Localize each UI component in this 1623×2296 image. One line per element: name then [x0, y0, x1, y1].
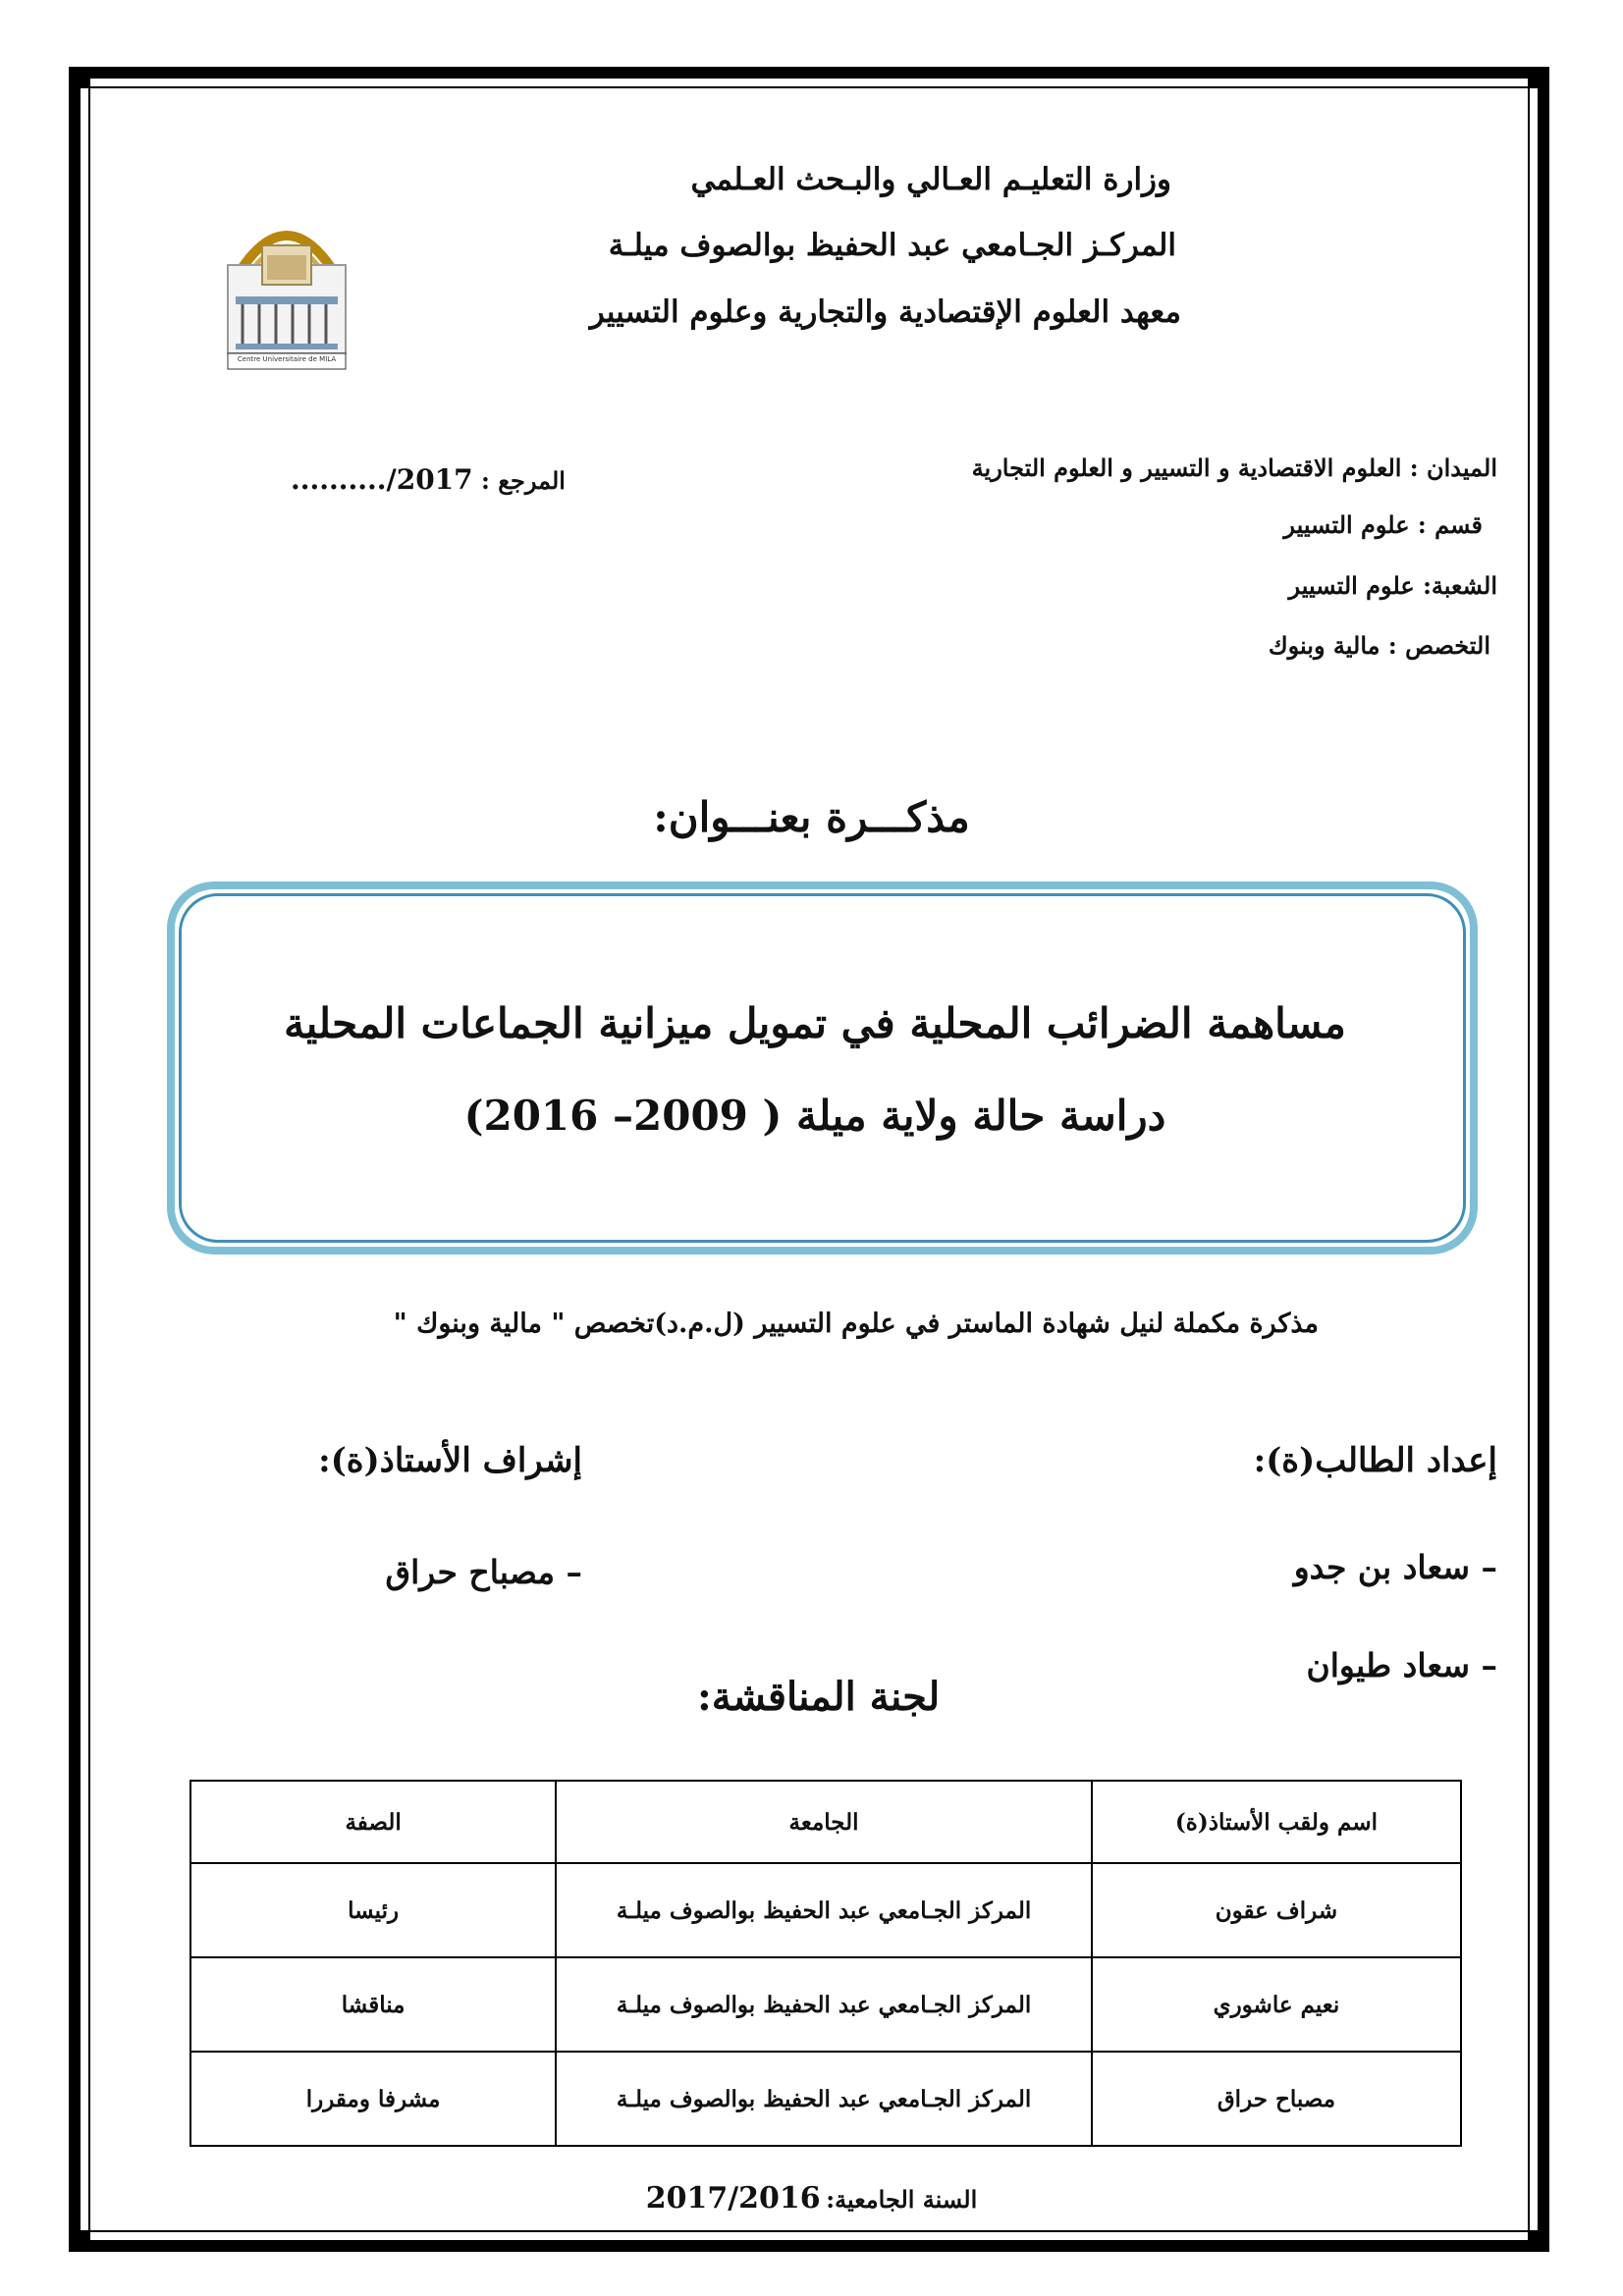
academic-year-value: 2017/2016 — [645, 2181, 821, 2216]
title-box-inner — [179, 893, 1466, 1243]
field-info: الميدان : العلوم الاقتصادية و التسيير و العلوم التجارية — [971, 454, 1497, 482]
thesis-description: مذكرة مكملة لنيل شهادة الماستر في علوم التسيير (ل.م.د)تخصص " مالية وبنوك " — [393, 1308, 1319, 1339]
ministry-name: وزارة التعليـم العـالي والبـحث العـلمي — [690, 162, 1171, 197]
logo-caption: Centre Universitaire de MILA — [237, 355, 337, 363]
reference-label: المرجع : — [481, 466, 566, 495]
corner-decoration — [69, 67, 90, 88]
institute-name: معهد العلوم الإقتصادية والتجارية وعلوم التسيير — [589, 294, 1181, 330]
member-role: رئيسا — [190, 1863, 556, 1957]
specialty-info: التخصص : مالية وبنوك — [1268, 631, 1490, 660]
students-label: إعداد الطالب(ة): — [1253, 1441, 1497, 1480]
member-role: مناقشا — [190, 1957, 556, 2052]
university-logo — [208, 206, 365, 373]
academic-year-label: السنة الجامعية: — [826, 2185, 978, 2214]
student-name: – سعاد بن جدو — [1293, 1548, 1497, 1586]
supervisor-label: إشراف الأستاذ(ة): — [318, 1441, 582, 1480]
table-row — [190, 2052, 1461, 2146]
thesis-title: مساهمة الضرائب المحلية في تمويل ميزانية الجماعات المحلية — [284, 999, 1346, 1047]
corner-decoration — [69, 2230, 90, 2252]
student-name: – سعاد طيوان — [1306, 1646, 1497, 1684]
table-row — [190, 1957, 1461, 2052]
column-header: الصفة — [190, 1781, 556, 1863]
reference-value: ........../2017 — [291, 463, 473, 496]
memo-heading: مذكـــرة بعنـــوان: — [653, 793, 970, 841]
table-row — [190, 1863, 1461, 1957]
corner-decoration — [1528, 2230, 1549, 2252]
thesis-subtitle: دراسة حالة ولاية ميلة ( 2009– 2016) — [463, 1092, 1166, 1140]
university-name: المركـز الجـامعي عبد الحفيظ بوالصوف ميلـة — [608, 228, 1176, 263]
member-university: المركز الجـامعي عبد الحفيظ بوالصوف ميلـة — [556, 1957, 1092, 2052]
committee-table — [189, 1780, 1462, 2147]
academic-year — [0, 2181, 1623, 2216]
member-name: نعيم عاشوري — [1092, 1957, 1461, 2052]
member-name: شراف عقون — [1092, 1863, 1461, 1957]
member-university: المركز الجـامعي عبد الحفيظ بوالصوف ميلـة — [556, 1863, 1092, 1957]
column-header: اسم ولقب الأستاذ(ة) — [1092, 1781, 1461, 1863]
department-info: قسم : علوم التسيير — [1283, 510, 1483, 539]
member-name: مصباح حراق — [1092, 2052, 1461, 2146]
branch-info: الشعبة: علوم التسيير — [1288, 571, 1497, 600]
member-university: المركز الجـامعي عبد الحفيظ بوالصوف ميلـة — [556, 2052, 1092, 2146]
member-role: مشرفا ومقررا — [190, 2052, 556, 2146]
corner-decoration — [1528, 67, 1549, 88]
supervisor-name: – مصباح حراق — [385, 1553, 582, 1591]
reference — [291, 463, 566, 496]
committee-heading: لجنة المناقشة: — [697, 1674, 941, 1720]
column-header: الجامعة — [556, 1781, 1092, 1863]
table-header-row — [190, 1781, 1461, 1863]
